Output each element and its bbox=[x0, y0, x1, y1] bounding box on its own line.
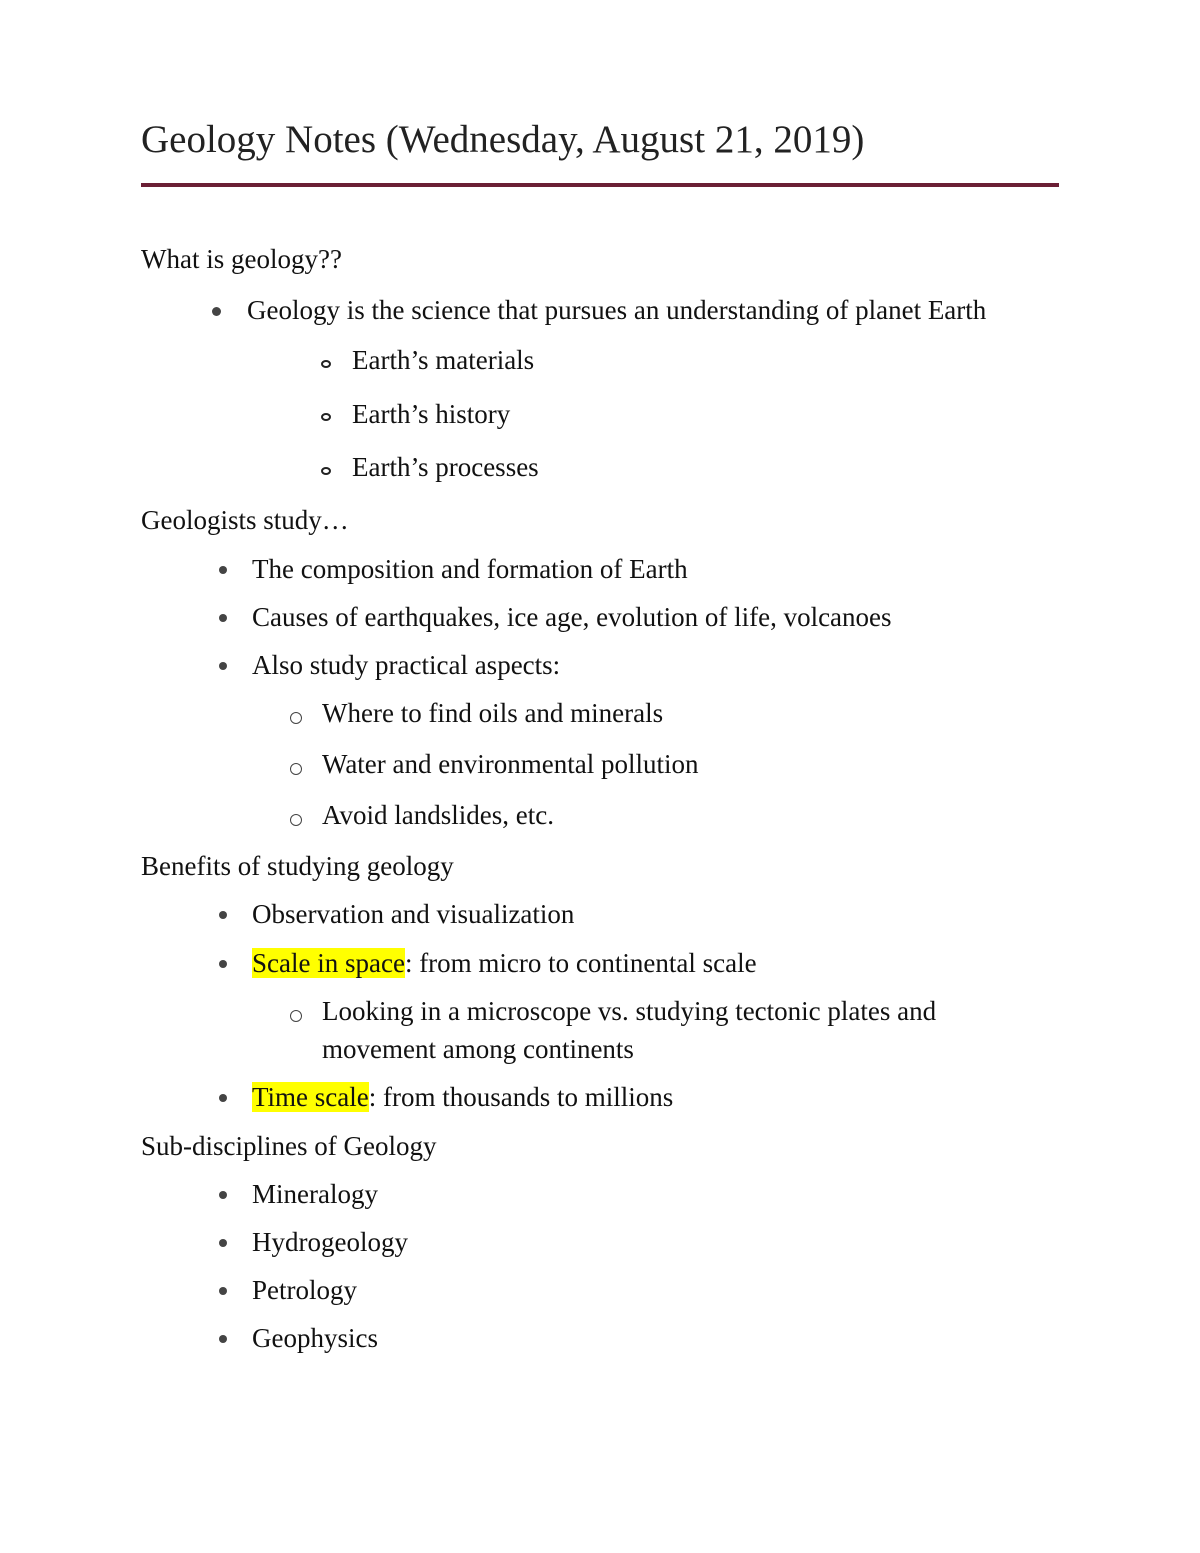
bullet-icon bbox=[219, 1239, 227, 1247]
bullet-icon bbox=[219, 662, 227, 670]
section-heading: Sub-disciplines of Geology bbox=[141, 1131, 437, 1161]
bullet-icon bbox=[212, 307, 221, 316]
highlighted-term: Scale in space bbox=[252, 948, 405, 978]
sub-bullet-icon bbox=[321, 467, 331, 475]
sub-bullet-icon bbox=[290, 814, 302, 826]
bullet-icon bbox=[219, 1335, 227, 1343]
sub-list-item: Earth’s history bbox=[352, 399, 511, 429]
sub-list-item: Avoid landslides, etc. bbox=[322, 800, 554, 830]
list-item bbox=[252, 1080, 673, 1114]
page-title: Geology Notes (Wednesday, August 21, 2019) bbox=[141, 118, 865, 161]
sub-bullet-icon bbox=[321, 413, 331, 421]
list-item-text: : from micro to continental scale bbox=[404, 948, 757, 978]
sub-list-item: Earth’s processes bbox=[352, 452, 539, 482]
section-heading: Geologists study… bbox=[141, 505, 349, 535]
list-item: Hydrogeology bbox=[252, 1227, 408, 1257]
highlighted-term: Time scale bbox=[252, 1082, 369, 1112]
list-item bbox=[252, 946, 757, 980]
section-heading: Benefits of studying geology bbox=[141, 851, 454, 881]
list-item: Observation and visualization bbox=[252, 899, 575, 929]
bullet-icon bbox=[219, 566, 227, 574]
sub-list-item-continuation: movement among continents bbox=[322, 1034, 634, 1064]
sub-list-item: Water and environmental pollution bbox=[322, 749, 699, 779]
bullet-icon bbox=[219, 911, 227, 919]
sub-bullet-icon bbox=[290, 1010, 302, 1022]
bullet-icon bbox=[219, 960, 227, 968]
list-item: Causes of earthquakes, ice age, evolution of life, volcanoes bbox=[252, 602, 892, 632]
title-divider bbox=[141, 183, 1059, 187]
bullet-icon bbox=[219, 1094, 227, 1102]
list-item: Geology is the science that pursues an understanding of planet Earth bbox=[247, 295, 987, 325]
section-heading: What is geology?? bbox=[141, 244, 342, 274]
list-item: Petrology bbox=[252, 1275, 357, 1305]
list-item: Also study practical aspects: bbox=[252, 650, 561, 680]
bullet-icon bbox=[219, 1191, 227, 1199]
sub-list-item: Looking in a microscope vs. studying tectonic plates and bbox=[322, 996, 937, 1026]
list-item: The composition and formation of Earth bbox=[252, 554, 688, 584]
list-item-text: : from thousands to millions bbox=[368, 1082, 674, 1112]
sub-bullet-icon bbox=[321, 360, 331, 368]
list-item: Geophysics bbox=[252, 1323, 378, 1353]
sub-list-item: Earth’s materials bbox=[352, 345, 535, 375]
sub-bullet-icon bbox=[290, 712, 302, 724]
bullet-icon bbox=[219, 1287, 227, 1295]
sub-list-item: Where to find oils and minerals bbox=[322, 698, 664, 728]
bullet-icon bbox=[219, 614, 227, 622]
list-item: Mineralogy bbox=[252, 1179, 378, 1209]
sub-bullet-icon bbox=[290, 763, 302, 775]
